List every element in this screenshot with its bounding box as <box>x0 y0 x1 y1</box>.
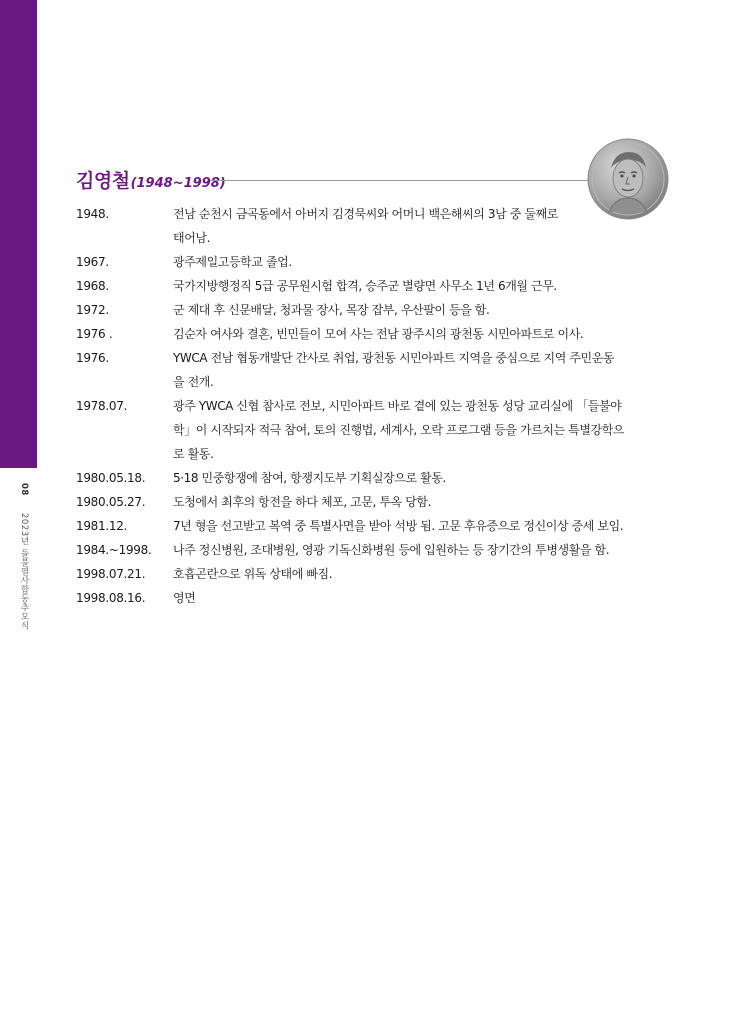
timeline-text: 광주 YWCA 신협 참사로 전보, 시민아파트 바로 곁에 있는 광천동 성당 교리실에 「들불야 학」이 시작되자 적극 참여, 토의 진행법, 세계사, 오락 프로그램 등을 가르치는 특별강학으 로 활동. <box>173 399 625 461</box>
timeline-entry <box>76 538 656 562</box>
timeline-text: 나주 정신병원, 조대병원, 영광 기독신화병원 등에 입원하는 등 장기간의 투병생활을 함. <box>173 543 610 557</box>
timeline-entry <box>76 394 656 466</box>
timeline-text: 7년 형을 선고받고 복역 중 특별사면을 받아 석방 됨. 고문 후유증으로 정신이상 증세 보임. <box>173 519 624 533</box>
timeline-date: 1981.12. <box>76 519 128 533</box>
timeline-text: 영면 <box>173 591 196 605</box>
timeline-entry <box>76 562 656 586</box>
timeline-entry <box>76 202 656 250</box>
timeline-entry <box>76 274 656 298</box>
timeline-text: YWCA 전남 협동개발단 간사로 취업, 광천동 시민아파트 지역을 중심으로 지역 주민운동 을 전개. <box>173 351 615 389</box>
timeline-date: 1976. <box>76 351 109 365</box>
timeline-entry <box>76 250 656 274</box>
section-heading <box>76 166 226 193</box>
life-years: (1948~1998) <box>130 176 226 191</box>
timeline-date: 1967. <box>76 255 109 269</box>
timeline-entry <box>76 514 656 538</box>
publication-title: 2023년 들불열사합동추모식 <box>19 513 29 630</box>
timeline-date: 1972. <box>76 303 109 317</box>
timeline-date: 1978.07. <box>76 399 128 413</box>
timeline-date: 1948. <box>76 207 109 221</box>
timeline-text: 광주제일고등학교 졸업. <box>173 255 292 269</box>
timeline-date: 1980.05.27. <box>76 495 146 509</box>
timeline-date: 1998.07.21. <box>76 567 146 581</box>
timeline-date: 1984.~1998. <box>76 543 152 557</box>
timeline-text: 5·18 민중항쟁에 참여, 항쟁지도부 기획실장으로 활동. <box>173 471 446 485</box>
side-color-band <box>0 0 37 468</box>
timeline-date: 1976 . <box>76 327 113 341</box>
timeline-text: 전남 순천시 금곡동에서 아버지 김경묵씨와 어머니 백은해씨의 3남 중 둘째로 태어남. <box>173 207 558 245</box>
timeline-text: 김순자 여사와 결혼, 빈민들이 모여 사는 전남 광주시의 광천동 시민아파트로 이사. <box>173 327 584 341</box>
timeline-text: 국가지방행정직 5급 공무원시험 합격, 승주군 별량면 사무소 1년 6개월 근무. <box>173 279 557 293</box>
side-running-header <box>18 483 30 630</box>
timeline-text: 군 제대 후 신문배달, 청과물 장사, 목장 잡부, 우산팔이 등을 함. <box>173 303 490 317</box>
timeline-entry <box>76 346 656 394</box>
timeline-entry <box>76 586 656 610</box>
timeline-date: 1968. <box>76 279 109 293</box>
timeline-text: 도청에서 최후의 항전을 하다 체포, 고문, 투옥 당함. <box>173 495 431 509</box>
timeline-entry <box>76 322 656 346</box>
timeline-date: 1998.08.16. <box>76 591 146 605</box>
timeline-entry <box>76 466 656 490</box>
heading-rule <box>210 180 588 181</box>
person-name: 김영철 <box>76 170 130 192</box>
timeline-date: 1980.05.18. <box>76 471 146 485</box>
timeline-text: 호흡곤란으로 위독 상태에 빠짐. <box>173 567 333 581</box>
page-number: 08 <box>19 483 29 496</box>
biography-timeline <box>76 202 656 610</box>
timeline-entry <box>76 298 656 322</box>
timeline-entry <box>76 490 656 514</box>
